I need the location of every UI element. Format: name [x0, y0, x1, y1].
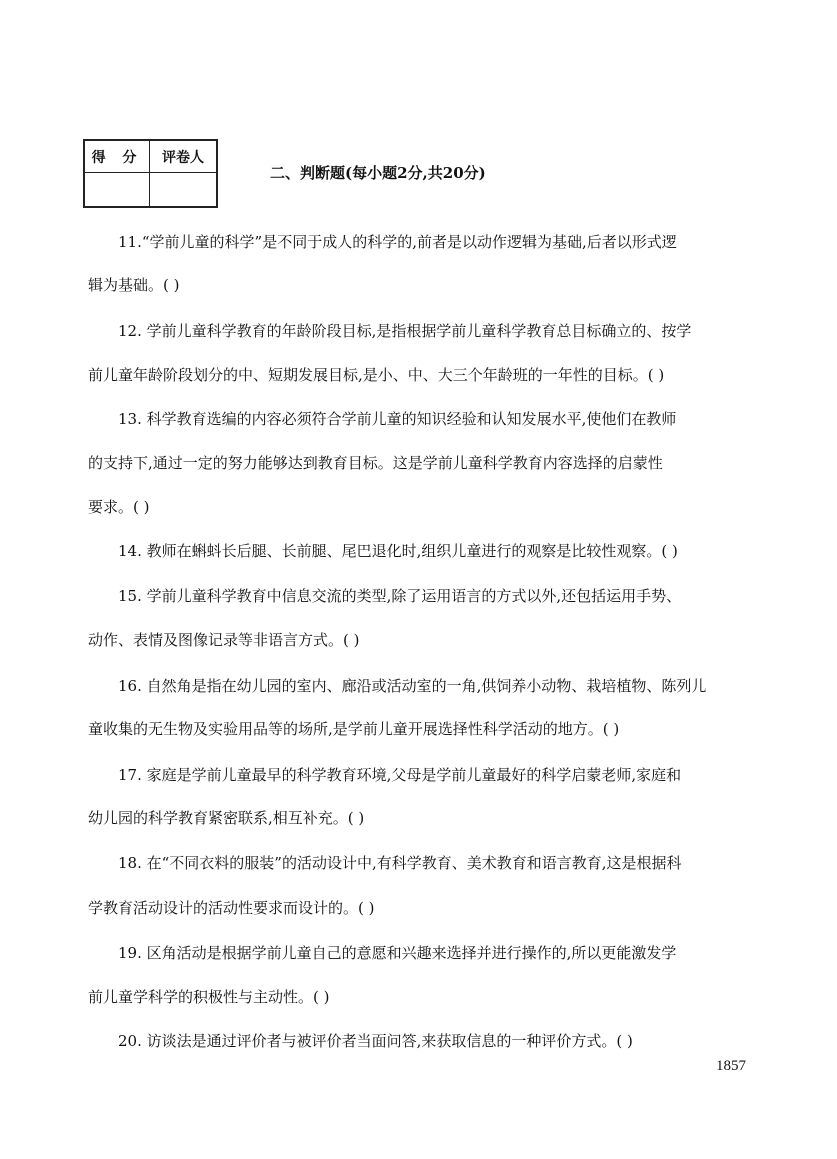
question-13-line-2: 的支持下,通过一定的努力能够达到教育目标。这是学前儿童科学教育内容选择的启蒙性 [88, 454, 663, 472]
question-19-line-1: 19. 区角活动是根据学前儿童自己的意愿和兴趣来选择并进行操作的,所以更能激发学 [118, 944, 677, 962]
question-11-line-2: 辑为基础。( ) [88, 276, 180, 294]
question-13-line-3: 要求。( ) [88, 498, 150, 516]
question-20-line-1: 20. 访谈法是通过评价者与被评价者当面问答,来获取信息的一种评价方式。( ) [118, 1032, 633, 1050]
grader-cell[interactable] [150, 173, 218, 208]
question-11-line-1: 11.“学前儿童的科学”是不同于成人的科学的,前者是以动作逻辑为基础,后者以形式逻 [118, 233, 677, 251]
question-12-line-2: 前儿童年龄阶段划分的中、短期发展目标,是小、中、大三个年龄班的一年性的目标。( ) [88, 366, 665, 384]
grader-label: 评卷人 [150, 140, 218, 173]
score-table [83, 139, 218, 208]
section-title: 二、判断题(每小题2分,共20分) [270, 164, 486, 182]
score-label: 得 分 [84, 140, 150, 173]
question-13-line-1: 13. 科学教育选编的内容必须符合学前儿童的知识经验和认知发展水平,使他们在教师 [118, 410, 677, 428]
question-18-line-1: 18. 在“不同衣料的服装”的活动设计中,有科学教育、美术教育和语言教育,这是根据科 [118, 854, 682, 872]
score-cell[interactable] [84, 173, 150, 208]
question-16-line-2: 童收集的无生物及实验用品等的场所,是学前儿童开展选择性科学活动的地方。( ) [88, 720, 620, 738]
question-15-line-1: 15. 学前儿童科学教育中信息交流的类型,除了运用语言的方式以外,还包括运用手势、 [118, 587, 682, 605]
question-14-line-1: 14. 教师在蝌蚪长后腿、长前腿、尾巴退化时,组织儿童进行的观察是比较性观察。( ) [118, 542, 678, 560]
question-18-line-2: 学教育活动设计的活动性要求而设计的。( ) [88, 899, 375, 917]
question-15-line-2: 动作、表情及图像记录等非语言方式。( ) [88, 631, 360, 649]
question-19-line-2: 前儿童学科学的积极性与主动性。( ) [88, 988, 330, 1006]
question-16-line-1: 16. 自然角是指在幼儿园的室内、廊沿或活动室的一角,供饲养小动物、栽培植物、陈列儿 [118, 677, 707, 695]
question-17-line-2: 幼儿园的科学教育紧密联系,相互补充。( ) [88, 809, 365, 827]
question-17-line-1: 17. 家庭是学前儿童最早的科学教育环境,父母是学前儿童最好的科学启蒙老师,家庭和 [118, 766, 682, 784]
question-12-line-1: 12. 学前儿童科学教育的年龄阶段目标,是指根据学前儿童科学教育总目标确立的、按学 [118, 322, 692, 340]
page-number: 1857 [716, 1058, 746, 1074]
